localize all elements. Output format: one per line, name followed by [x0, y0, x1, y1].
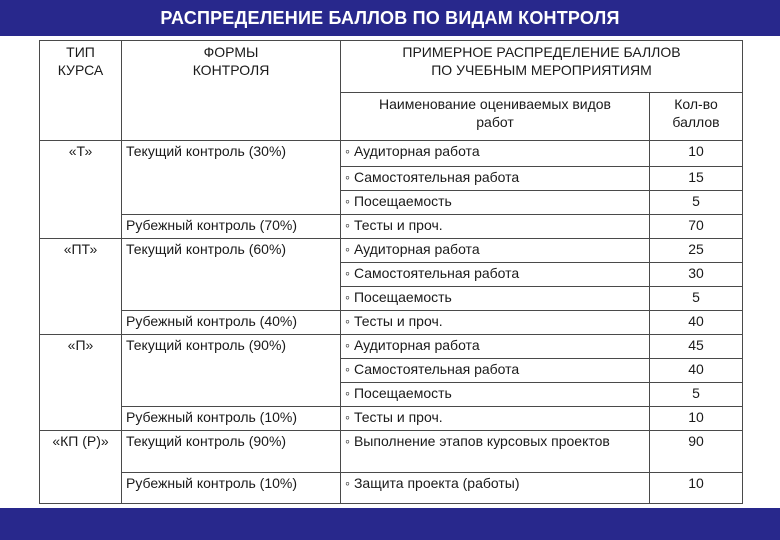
control-form-cell: Текущий контроль (30%)	[122, 141, 341, 215]
course-type-cell: «КП (Р)»	[40, 431, 122, 504]
activity-label: Тесты и проч.	[353, 217, 443, 233]
table-row	[40, 431, 743, 473]
control-form-cell: Текущий контроль (90%)	[122, 335, 341, 407]
activity-cell	[341, 359, 650, 383]
bullet-icon: ◦	[345, 169, 350, 185]
points-cell: 40	[650, 311, 743, 335]
bullet-icon: ◦	[345, 241, 350, 257]
bullet-icon: ◦	[345, 265, 350, 281]
activity-cell	[341, 215, 650, 239]
control-form-cell: Рубежный контроль (10%)	[122, 473, 341, 504]
bullet-icon: ◦	[345, 409, 350, 425]
activity-label: Защита проекта (работы)	[353, 475, 520, 491]
bullet-icon: ◦	[345, 475, 350, 491]
table-row	[40, 141, 743, 167]
activity-cell	[341, 335, 650, 359]
table-row	[40, 215, 743, 239]
points-cell: 5	[650, 191, 743, 215]
bullet-icon: ◦	[345, 433, 350, 449]
table-row	[40, 311, 743, 335]
bullet-icon: ◦	[345, 361, 350, 377]
activity-label: Посещаемость	[353, 289, 452, 305]
activity-cell	[341, 407, 650, 431]
activity-cell	[341, 167, 650, 191]
header-course-type: ТИП КУРСА	[40, 41, 122, 141]
footer-bar	[0, 508, 780, 540]
points-cell: 70	[650, 215, 743, 239]
header-control-forms: ФОРМЫ КОНТРОЛЯ	[122, 41, 341, 141]
table-row	[40, 335, 743, 359]
points-cell: 15	[650, 167, 743, 191]
control-form-cell: Текущий контроль (60%)	[122, 239, 341, 311]
points-cell: 90	[650, 431, 743, 473]
activity-label: Выполнение этапов курсовых проектов	[353, 433, 610, 449]
header-activity-name: Наименование оцениваемых видов работ	[341, 93, 650, 141]
table-row	[40, 239, 743, 263]
points-cell: 45	[650, 335, 743, 359]
points-cell: 40	[650, 359, 743, 383]
points-cell: 10	[650, 141, 743, 167]
activity-label: Аудиторная работа	[353, 337, 480, 353]
points-cell: 25	[650, 239, 743, 263]
points-cell: 10	[650, 407, 743, 431]
activity-label: Тесты и проч.	[353, 313, 443, 329]
control-form-cell: Текущий контроль (90%)	[122, 431, 341, 473]
activity-label: Самостоятельная работа	[353, 265, 520, 281]
activity-label: Самостоятельная работа	[353, 169, 520, 185]
activity-cell	[341, 239, 650, 263]
score-distribution-table	[39, 40, 743, 504]
activity-cell	[341, 287, 650, 311]
header-approx-distribution: ПРИМЕРНОЕ РАСПРЕДЕЛЕНИЕ БАЛЛОВ ПО УЧЕБНЫМ МЕРОПРИЯТИЯМ	[341, 41, 743, 93]
activity-cell	[341, 473, 650, 504]
table-row	[40, 473, 743, 504]
activity-label: Тесты и проч.	[353, 409, 443, 425]
activity-label: Аудиторная работа	[353, 241, 480, 257]
bullet-icon: ◦	[345, 289, 350, 305]
activity-label: Самостоятельная работа	[353, 361, 520, 377]
bullet-icon: ◦	[345, 313, 350, 329]
bullet-icon: ◦	[345, 193, 350, 209]
activity-label: Аудиторная работа	[353, 143, 480, 159]
activity-label: Посещаемость	[353, 193, 452, 209]
bullet-icon: ◦	[345, 385, 350, 401]
course-type-cell: «Т»	[40, 141, 122, 239]
bullet-icon: ◦	[345, 337, 350, 353]
control-form-cell: Рубежный контроль (10%)	[122, 407, 341, 431]
bullet-icon: ◦	[345, 217, 350, 233]
header-points: Кол-во баллов	[650, 93, 743, 141]
activity-cell	[341, 431, 650, 473]
course-type-cell: «ПТ»	[40, 239, 122, 335]
table-row	[40, 407, 743, 431]
header-row-1	[40, 41, 743, 93]
activity-cell	[341, 191, 650, 215]
control-form-cell: Рубежный контроль (70%)	[122, 215, 341, 239]
points-cell: 5	[650, 287, 743, 311]
points-cell: 30	[650, 263, 743, 287]
bullet-icon: ◦	[345, 143, 350, 159]
score-table-wrapper	[39, 40, 742, 504]
activity-cell	[341, 383, 650, 407]
page-title: РАСПРЕДЕЛЕНИЕ БАЛЛОВ ПО ВИДАМ КОНТРОЛЯ	[160, 7, 620, 28]
activity-cell	[341, 311, 650, 335]
activity-cell	[341, 141, 650, 167]
points-cell: 10	[650, 473, 743, 504]
control-form-cell: Рубежный контроль (40%)	[122, 311, 341, 335]
activity-cell	[341, 263, 650, 287]
points-cell: 5	[650, 383, 743, 407]
course-type-cell: «П»	[40, 335, 122, 431]
activity-label: Посещаемость	[353, 385, 452, 401]
